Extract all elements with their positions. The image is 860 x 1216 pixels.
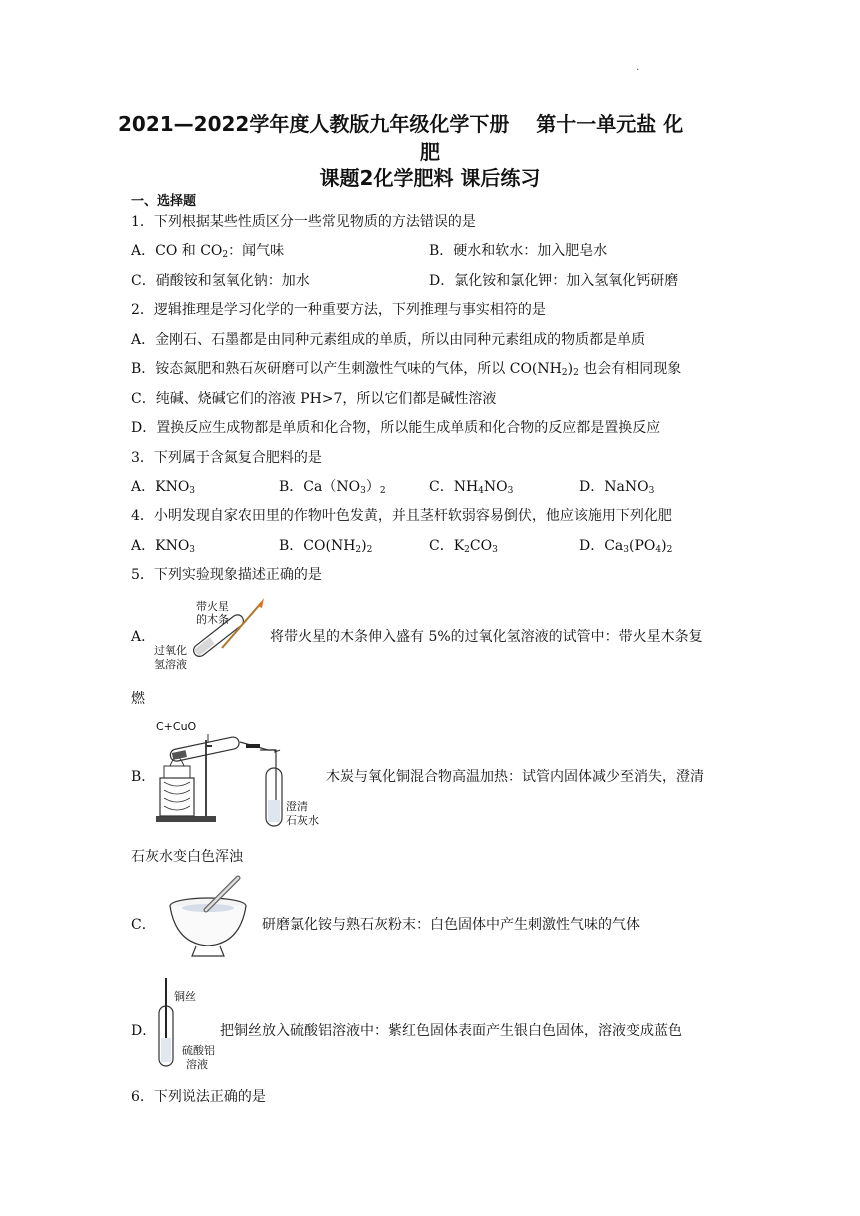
- q4-option-b: B．$CO(NH_2)_2$: [279, 538, 373, 555]
- q5-option-a-wrap: 燃: [131, 691, 145, 707]
- label-peroxide-1: 过氧化: [154, 644, 187, 657]
- q4-stem: 4．小明发现自家农田里的作物叶色发黄，并且茎杆软弱容易倒伏，他应该施用下列化肥: [131, 508, 672, 524]
- q5-option-b-wrap: 石灰水变白色浑浊: [131, 849, 243, 865]
- q4-option-a: A．$KNO_3$: [131, 538, 196, 555]
- q1-option-d: D．氯化铵和氯化钾：加入氢氧化钙研磨: [429, 273, 679, 289]
- q1-option-b: B．硬水和软水：加入肥皂水: [429, 243, 608, 259]
- q3-option-d: D．NaNO$_3$: [579, 479, 655, 496]
- q4-option-c: C．$K_2CO_3$: [429, 538, 498, 555]
- test-tube-splint-figure: [150, 596, 270, 676]
- q3-stem: 3．下列属于含氮复合肥料的是: [131, 450, 322, 466]
- label-limewater-2: 石灰水: [286, 814, 319, 827]
- label-splint-2: 的木条: [196, 613, 229, 626]
- q6-stem: 6．下列说法正确的是: [131, 1089, 266, 1105]
- q2-stem: 2．逻辑推理是学习化学的一种重要方法，下列推理与事实相符的是: [131, 302, 546, 318]
- q5-option-a-letter: A．: [131, 629, 156, 645]
- label-peroxide-2: 氢溶液: [154, 658, 187, 671]
- section-heading: 一、选择题: [131, 194, 197, 209]
- q5-stem: 5．下列实验现象描述正确的是: [131, 567, 322, 583]
- mortar-pestle-figure: [166, 872, 252, 962]
- q2-option-a: A．金刚石、石墨都是由同种元素组成的单质，所以由同种元素组成的物质都是单质: [131, 332, 646, 348]
- label-aluminum-sulfate-1: 硫酸铝: [182, 1044, 215, 1057]
- label-limewater-1: 澄清: [286, 800, 308, 813]
- title-line-1: 2021—2022学年度人教版九年级化学下册 第十一单元盐 化: [118, 112, 684, 136]
- q5-option-b-letter: B．: [131, 769, 156, 785]
- q5-option-d-text: 把铜丝放入硫酸铝溶液中：紫红色固体表面产生银白色固体，溶液变成蓝色: [220, 1023, 682, 1039]
- q4-option-d: D．$Ca_3(PO_4)_2$: [579, 538, 673, 555]
- label-copper-wire: 铜丝: [174, 990, 196, 1003]
- carbon-reduction-apparatus-figure: [150, 720, 330, 830]
- copper-wire-tube-figure: [150, 976, 220, 1076]
- q5-option-a-text: 将带火星的木条伸入盛有 5%的过氧化氢溶液的试管中：带火星木条复: [270, 629, 703, 645]
- q3-option-c: C．$NH_4NO_3$: [429, 479, 514, 496]
- q2-option-b: B．铵态氮肥和熟石灰研磨可以产生刺激性气味的气体，所以 $CO(NH_2)_2$ 也会有相同现象: [131, 361, 682, 378]
- q2-option-c: C．纯碱、烧碱它们的溶液 PH>7，所以它们都是碱性溶液: [131, 391, 497, 407]
- q3-option-a: A．$KNO_3$: [131, 479, 196, 496]
- q5-option-d-letter: D．: [131, 1023, 157, 1039]
- title-line-3: 课题2化学肥料 课后练习: [319, 166, 541, 190]
- q5-option-c-text: 研磨氯化铵与熟石灰粉末：白色固体中产生刺激性气味的气体: [262, 917, 640, 933]
- q1-option-c: C．硝酸铵和氢氧化钠：加水: [131, 273, 310, 289]
- label-mixture: C+CuO: [156, 720, 197, 733]
- corner-dot: .: [636, 62, 640, 73]
- label-aluminum-sulfate-2: 溶液: [186, 1058, 208, 1071]
- q5-option-b-text: 木炭与氧化铜混合物高温加热：试管内固体减少至消失，澄清: [326, 769, 704, 785]
- q2-option-d: D．置换反应生成物都是单质和化合物，所以能生成单质和化合物的反应都是置换反应: [131, 420, 661, 436]
- q1-option-a: A．CO 和 $CO_2$：闻气味: [131, 243, 285, 260]
- q3-option-b: B．$Ca(NO_3)_2$: [279, 479, 386, 496]
- title-line-2: 肥: [420, 140, 440, 164]
- label-splint-1: 带火星: [196, 600, 229, 613]
- q5-option-c-letter: C．: [131, 917, 156, 933]
- q1-stem: 1．下列根据某些性质区分一些常见物质的方法错误的是: [131, 214, 476, 230]
